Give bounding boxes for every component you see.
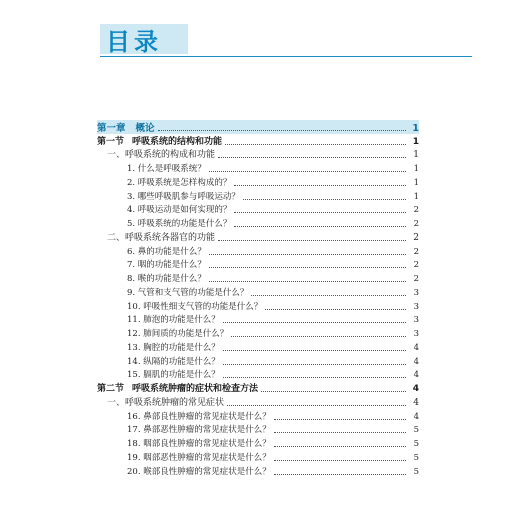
toc-entry-label: [127, 247, 206, 258]
toc-item-row[interactable]: [97, 285, 419, 299]
toc-page-number: 5: [413, 466, 419, 477]
toc-entry-title: 呼吸系统肿瘤的症状和检查方法: [132, 384, 259, 394]
toc-page-number: 2: [413, 274, 419, 284]
toc-page-number: 2: [413, 219, 419, 229]
toc-entry-title: 13. 胸腔的功能是什么？: [127, 342, 220, 353]
toc-entry-title: 16. 鼻部良性肿瘤的常见症状是什么？: [127, 411, 271, 422]
toc-page-number: 4: [413, 356, 419, 367]
toc-entry-label: [107, 233, 215, 244]
toc-entry-title: 3. 哪些呼吸肌参与呼吸运动？: [127, 191, 240, 202]
toc-page-number: 1: [413, 191, 419, 202]
toc-page-number: 2: [413, 260, 419, 271]
toc-item-row[interactable]: [97, 464, 419, 478]
dot-leader: [227, 405, 406, 406]
toc-entry-label: [127, 412, 271, 423]
toc-sub-row[interactable]: [97, 148, 419, 162]
toc-entry-title: 1. 什么是呼吸系统？: [127, 164, 206, 174]
toc-item-row[interactable]: [97, 216, 419, 230]
toc-entry-label: [127, 274, 206, 285]
page-header: [0, 0, 520, 60]
toc-entry-label: [127, 302, 262, 313]
toc-entry-title: 二、呼吸系统各器官的功能: [107, 232, 216, 243]
toc-entry-title: 10. 呼吸性细支气管的功能是什么？: [127, 301, 263, 312]
toc-entry-label: [97, 384, 258, 395]
toc-entry-label: [127, 329, 228, 340]
toc-item-row[interactable]: [97, 354, 419, 368]
toc-entry-title: 呼吸系统的结构和功能: [132, 136, 223, 147]
toc-page-number: 2: [413, 205, 419, 216]
toc-page-number: 3: [413, 301, 419, 312]
toc-page-number: 1: [413, 150, 419, 161]
toc-entry-label: [127, 192, 240, 203]
dot-leader: [209, 171, 406, 172]
dot-leader: [274, 419, 406, 420]
toc-entry-label: [127, 205, 231, 216]
toc-entry-title: 11. 肺泡的功能是什么？: [127, 315, 220, 326]
title-rule: [100, 56, 472, 57]
dot-leader: [223, 377, 406, 378]
toc-item-row[interactable]: [97, 368, 419, 382]
toc-entry-number: 第一章: [97, 122, 126, 134]
dot-leader: [234, 226, 406, 227]
toc-sub-row[interactable]: [97, 230, 419, 244]
toc-item-row[interactable]: [97, 244, 419, 258]
toc-page-number: 3: [413, 329, 419, 339]
toc-item-row[interactable]: [97, 175, 419, 189]
toc-entry-title: 6. 鼻的功能是什么？: [127, 246, 206, 257]
toc-item-row[interactable]: [97, 436, 419, 450]
toc-section-row[interactable]: [97, 134, 419, 148]
dot-leader: [218, 240, 406, 241]
toc-page-number: 1: [412, 122, 419, 134]
toc-entry-label: [107, 398, 224, 409]
dot-leader: [231, 336, 406, 337]
toc-entry-title: 19. 咽部恶性肿瘤的常见症状是什么？: [127, 452, 271, 463]
dot-leader: [261, 391, 406, 392]
toc-entry-title: 7. 咽的功能是什么？: [127, 260, 206, 271]
toc-item-row[interactable]: [97, 299, 419, 313]
toc-entry-label: [127, 343, 220, 354]
toc-entry-label: [127, 439, 271, 450]
toc-entry-label: [97, 137, 222, 148]
toc-item-row[interactable]: [97, 161, 419, 175]
page-title: 目录: [106, 28, 162, 56]
toc-entry-title: 4. 呼吸运动是如何实现的？: [127, 205, 232, 216]
toc-entry-title: 14. 纵隔的功能是什么？: [127, 356, 220, 367]
toc-entry-label: [107, 150, 215, 161]
toc-page-number: 4: [413, 370, 419, 381]
dot-leader: [223, 322, 406, 323]
toc-sub-row[interactable]: [97, 395, 419, 409]
toc-entry-number: 第一节: [97, 136, 125, 147]
toc-entry-label: [127, 164, 206, 175]
dot-leader: [225, 144, 406, 145]
table-of-contents: [97, 120, 419, 478]
toc-entry-label: [127, 467, 271, 478]
toc-page-number: 1: [412, 136, 419, 147]
toc-entry-title: 17. 鼻部恶性肿瘤的常见症状是什么？: [127, 425, 271, 436]
toc-entry-label: [127, 219, 231, 230]
toc-entry-title: 12. 肺间质的功能是什么？: [127, 329, 229, 339]
dot-leader: [251, 295, 406, 296]
dot-leader: [234, 185, 406, 186]
toc-page-number: 4: [413, 397, 419, 408]
toc-item-row[interactable]: [97, 258, 419, 272]
toc-item-row[interactable]: [97, 450, 419, 464]
toc-entry-title: 15. 膈肌的功能是什么？: [127, 370, 220, 381]
toc-entry-number: 第二节: [97, 384, 125, 394]
dot-leader: [243, 199, 406, 200]
toc-entry-title: 一、呼吸系统肿瘤的常见症状: [107, 397, 225, 408]
toc-entry-label: [127, 288, 248, 299]
toc-page-number: 1: [413, 177, 419, 188]
toc-entry-label: [127, 357, 220, 368]
dot-leader: [209, 267, 406, 268]
dot-leader: [274, 446, 406, 447]
toc-entry-title: 5. 呼吸系统的功能是什么？: [127, 219, 232, 229]
toc-item-row[interactable]: [97, 340, 419, 354]
dot-leader: [209, 254, 406, 255]
toc-entry-title: 8. 喉的功能是什么？: [127, 274, 206, 284]
toc-section-row[interactable]: [97, 381, 419, 395]
toc-entry-label: [127, 370, 220, 381]
toc-page-number: 4: [412, 384, 419, 394]
toc-page-number: 4: [413, 342, 419, 353]
dot-leader: [218, 157, 406, 158]
toc-page-number: 5: [413, 439, 419, 449]
toc-entry-title: 18. 咽部良性肿瘤的常见症状是什么？: [127, 439, 271, 449]
dot-leader: [274, 474, 406, 475]
toc-entry-title: 2. 呼吸系统是怎样构成的？: [127, 177, 232, 188]
toc-page-number: 5: [413, 425, 419, 436]
toc-entry-title: 概论: [135, 122, 155, 134]
toc-entry-label: [127, 260, 206, 271]
toc-entry-label: [127, 453, 271, 464]
dot-leader: [234, 212, 406, 213]
toc-chapter-row[interactable]: [97, 120, 419, 134]
toc-page-number: 2: [413, 246, 419, 257]
toc-page-number: 4: [413, 411, 419, 422]
toc-item-row[interactable]: [97, 409, 419, 423]
toc-item-row[interactable]: [97, 326, 419, 340]
toc-page-number: 3: [413, 315, 419, 326]
toc-item-row[interactable]: [97, 203, 419, 217]
dot-leader: [209, 281, 406, 282]
toc-item-row[interactable]: [97, 423, 419, 437]
toc-page-number: 1: [413, 164, 419, 174]
toc-page-number: 5: [413, 452, 419, 463]
toc-entry-title: 20. 喉部良性肿瘤的常见症状是什么？: [127, 466, 271, 477]
toc-item-row[interactable]: [97, 313, 419, 327]
dot-leader: [274, 460, 406, 461]
toc-entry-title: 一、呼吸系统的构成和功能: [107, 150, 216, 161]
dot-leader: [223, 350, 406, 351]
toc-page-number: 2: [413, 232, 419, 243]
toc-item-row[interactable]: [97, 189, 419, 203]
dot-leader: [265, 309, 406, 310]
toc-entry-label: [127, 315, 220, 326]
dot-leader: [274, 432, 406, 433]
toc-entry-label: [97, 123, 155, 134]
toc-entry-label: [127, 425, 271, 436]
toc-page-number: 3: [413, 287, 419, 298]
toc-entry-title: 9. 气管和支气管的功能是什么？: [127, 287, 249, 298]
dot-leader: [223, 364, 406, 365]
dot-leader: [158, 130, 406, 131]
toc-item-row[interactable]: [97, 271, 419, 285]
toc-entry-label: [127, 178, 231, 189]
